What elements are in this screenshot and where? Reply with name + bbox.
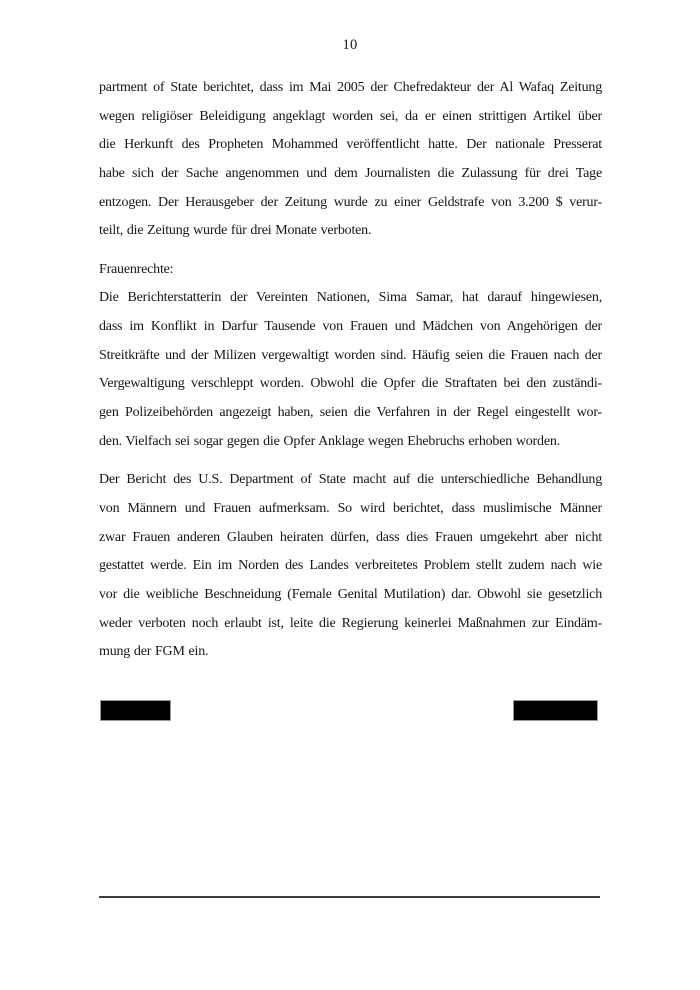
text-line: weder verboten noch erlaubt ist, leite die Regierung keinerlei Maßnahmen zur Eindäm- bbox=[99, 615, 602, 631]
paragraph-press-freedom bbox=[99, 74, 602, 246]
redaction-bar-left bbox=[100, 700, 171, 721]
paragraph-us-report bbox=[99, 466, 602, 666]
text-line: gen Polizeibehörden angezeigt haben, seien die Verfahren in der Regel eingestellt wor- bbox=[99, 405, 602, 421]
text-line: vor die weibliche Beschneidung (Female Genital Mutilation) dar. Obwohl sie gesetzlich bbox=[99, 586, 602, 602]
text-line: wegen religiöser Beleidigung angeklagt worden sei, da er einen strittigen Artikel über bbox=[99, 108, 602, 124]
text-line: von Männern und Frauen aufmerksam. So wird berichtet, dass muslimische Männer bbox=[99, 500, 602, 516]
text-line: zwar Frauen anderen Glauben heiraten dürfen, dass dies Frauen umgekehrt aber nicht bbox=[99, 529, 602, 545]
text-line: Frauenrechte: bbox=[99, 261, 174, 277]
text-line: partment of State berichtet, dass im Mai 2005 der Chefredakteur der Al Wafaq Zeitung bbox=[99, 80, 602, 95]
text-line: teilt, die Zeitung wurde für drei Monate verboten. bbox=[99, 223, 372, 239]
text-line: Die Berichterstatterin der Vereinten Nationen, Sima Samar, hat darauf hingewiesen, bbox=[99, 290, 602, 306]
text-line: entzogen. Der Herausgeber der Zeitung wurde zu einer Geldstrafe von 3.200 $ verur- bbox=[99, 194, 602, 210]
text-line: mung der FGM ein. bbox=[99, 644, 209, 660]
footnote-separator-line bbox=[99, 896, 600, 898]
text-line: Vergewaltigung verschleppt worden. Obwohl die Opfer die Straftaten bei den zuständi- bbox=[99, 376, 602, 392]
text-line: habe sich der Sache angenommen und dem Journalisten die Zulassung für drei Tage bbox=[99, 165, 602, 181]
paragraph-frauenrechte bbox=[99, 256, 602, 456]
text-line: dass im Konflikt in Darfur Tausende von Frauen und Mädchen von Angehörigen der bbox=[99, 319, 602, 335]
text-line: die Herkunft des Propheten Mohammed veröffentlicht hatte. Der nationale Presserat bbox=[99, 137, 602, 153]
text-line: gestattet werde. Ein im Norden des Landes verbreitetes Problem stellt zudem nach wie bbox=[99, 558, 602, 574]
text-line: Der Bericht des U.S. Department of State macht auf die unterschiedliche Behandlung bbox=[99, 472, 602, 488]
document-body bbox=[99, 74, 602, 667]
page-number: 10 bbox=[342, 37, 358, 53]
text-line: Streitkräfte und der Milizen vergewaltigt worden sind. Häufig seien die Frauen nach der bbox=[99, 347, 602, 363]
text-line: den. Vielfach sei sogar gegen die Opfer Anklage wegen Ehebruchs erhoben worden. bbox=[99, 433, 560, 449]
redaction-bar-right bbox=[513, 700, 598, 721]
